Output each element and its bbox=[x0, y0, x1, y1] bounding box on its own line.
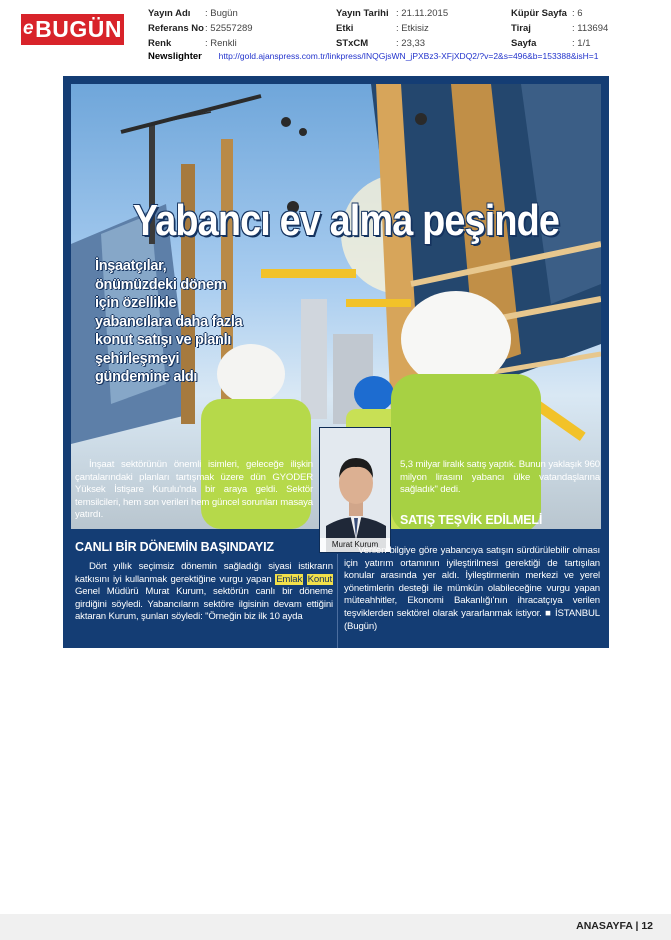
meta-value: 1/1 bbox=[577, 38, 591, 49]
meta-value: 21.11.2015 bbox=[401, 8, 449, 19]
meta-value: 6 bbox=[577, 8, 583, 19]
meta-value: 23,33 bbox=[401, 38, 426, 49]
paragraph-segment: Genel Müdürü Murat Kurum, sektörün canlı bir döneme girdiğini söyledi. Yabancıların sektöre ilgisinin devam ettiğini aktaran Kurum, şunları söyledi: "Örneğin biz ilk 10 ayda bbox=[75, 586, 333, 623]
meta-column-3 bbox=[511, 6, 608, 51]
highlighted-keyword: Emlak bbox=[276, 573, 303, 585]
article-paragraph-3 bbox=[400, 459, 600, 497]
meta-key: Yayın Adı bbox=[148, 8, 191, 19]
subhead-canli-donem: CANLI BİR DÖNEMİN BAŞINDAYIZ bbox=[75, 540, 274, 554]
meta-value: Renkli bbox=[210, 38, 237, 49]
person-portrait bbox=[320, 428, 391, 553]
newsletter-link[interactable]: http://gold.ajanspress.com.tr/linkpress/INQGjsWN_jPXBz3-XFjXDQ2/?v=2&s=496&b=153388&isH=1 bbox=[218, 51, 599, 61]
meta-row: Renk : Renkli bbox=[148, 38, 237, 49]
meta-key: Sayfa bbox=[511, 38, 537, 49]
article-paragraph-1 bbox=[75, 459, 313, 522]
meta-column-1 bbox=[148, 6, 253, 51]
meta-key: Küpür Sayfa bbox=[511, 8, 567, 19]
paragraph-text: İnşaat sektörünün önemli isimleri, geleceğe ilişkin çantalarındaki planları tartışmak üzere dün GYODER Yüksek İstişare Kurulu'nda bir araya geldi. Sektör temsilcileri, hem son verileri hem güncel sorunları masaya yatırdı. bbox=[75, 459, 313, 521]
logo-prefix: e bbox=[23, 17, 35, 39]
meta-value: Bugün bbox=[210, 8, 238, 19]
meta-row: STxCM : 23,33 bbox=[336, 38, 426, 49]
meta-column-2 bbox=[336, 6, 448, 51]
meta-row: Yayın Tarihi : 21.11.2015 bbox=[336, 8, 449, 19]
subhead-satis-tesvik: SATIŞ TEŞVİK EDİLMELİ bbox=[400, 513, 543, 527]
meta-key: Referans No bbox=[148, 23, 204, 34]
meta-value: 113694 bbox=[577, 23, 609, 34]
meta-key: Tiraj bbox=[511, 23, 531, 34]
page-footer bbox=[0, 914, 671, 940]
meta-row: Referans No: 52557289 bbox=[148, 23, 253, 34]
meta-row: Tiraj : 113694 bbox=[511, 23, 609, 34]
paragraph-segment: Dört yıllık seçimsiz dönemin sağladığı siyasi istikrarın katkısını iyi kullanmak gerektiğine vurgu yapan bbox=[75, 561, 333, 585]
article-paragraph-4 bbox=[344, 545, 600, 633]
meta-row: Etki : Etkisiz bbox=[336, 23, 429, 34]
article-lede: İnşaatçılar, önümüzdeki dönem için özellikle yabancılara daha fazla konut satışı ve planlı şehirleşmeyi gündemine aldı bbox=[95, 258, 243, 385]
publication-logo bbox=[21, 14, 124, 45]
photo-caption: Murat Kurum bbox=[320, 538, 390, 552]
newsletter-row bbox=[148, 50, 598, 63]
logo-name: BUGÜN bbox=[35, 16, 122, 42]
portrait-photo bbox=[319, 427, 391, 553]
newsletter-key: Newslighter bbox=[148, 51, 202, 62]
meta-value: 52557289 bbox=[210, 23, 253, 34]
meta-key: STxCM bbox=[336, 38, 369, 49]
meta-key: Yayın Tarihi bbox=[336, 8, 389, 19]
paragraph-text: Verilen bilgiye göre yabancıya satışın sürdürülebilir olması için yatırım ortamının iyileştirilmesi gerektiği de tartışılan konular arasında yer aldı. İyileştirmenin merkezi ve yerel yönetimlerin desteği ile mümkün olabileceğine vurgu yapan müteahhitler, Ekonomi Bakanlığı'nın ihracatçıya verilen teşviklerden sektörel olarak yararlanmak istiyor. ■ İSTANBUL (Bugün) bbox=[344, 545, 600, 632]
article-paragraph-2 bbox=[75, 561, 333, 624]
page-label: ANASAYFA | 12 bbox=[576, 920, 653, 932]
column-divider bbox=[337, 554, 338, 648]
meta-row: Sayfa : 1/1 bbox=[511, 38, 591, 49]
paragraph-text bbox=[75, 561, 333, 624]
article-headline: Yabancı ev alma peşinde bbox=[132, 196, 560, 245]
meta-row: Yayın Adı : Bugün bbox=[148, 8, 238, 19]
news-clipping bbox=[63, 76, 609, 648]
meta-key: Renk bbox=[148, 38, 172, 49]
paragraph-text: 5,3 milyar liralık satış yaptık. Bunun yaklaşık 960 milyon lirasını yabancı ülke vatandaşlarına sağladık" dedi. bbox=[400, 459, 600, 496]
meta-row: Küpür Sayfa : 6 bbox=[511, 8, 583, 19]
highlighted-keyword: Konut bbox=[307, 573, 332, 585]
meta-value: Etkisiz bbox=[401, 23, 429, 34]
meta-key: Etki bbox=[336, 23, 354, 34]
